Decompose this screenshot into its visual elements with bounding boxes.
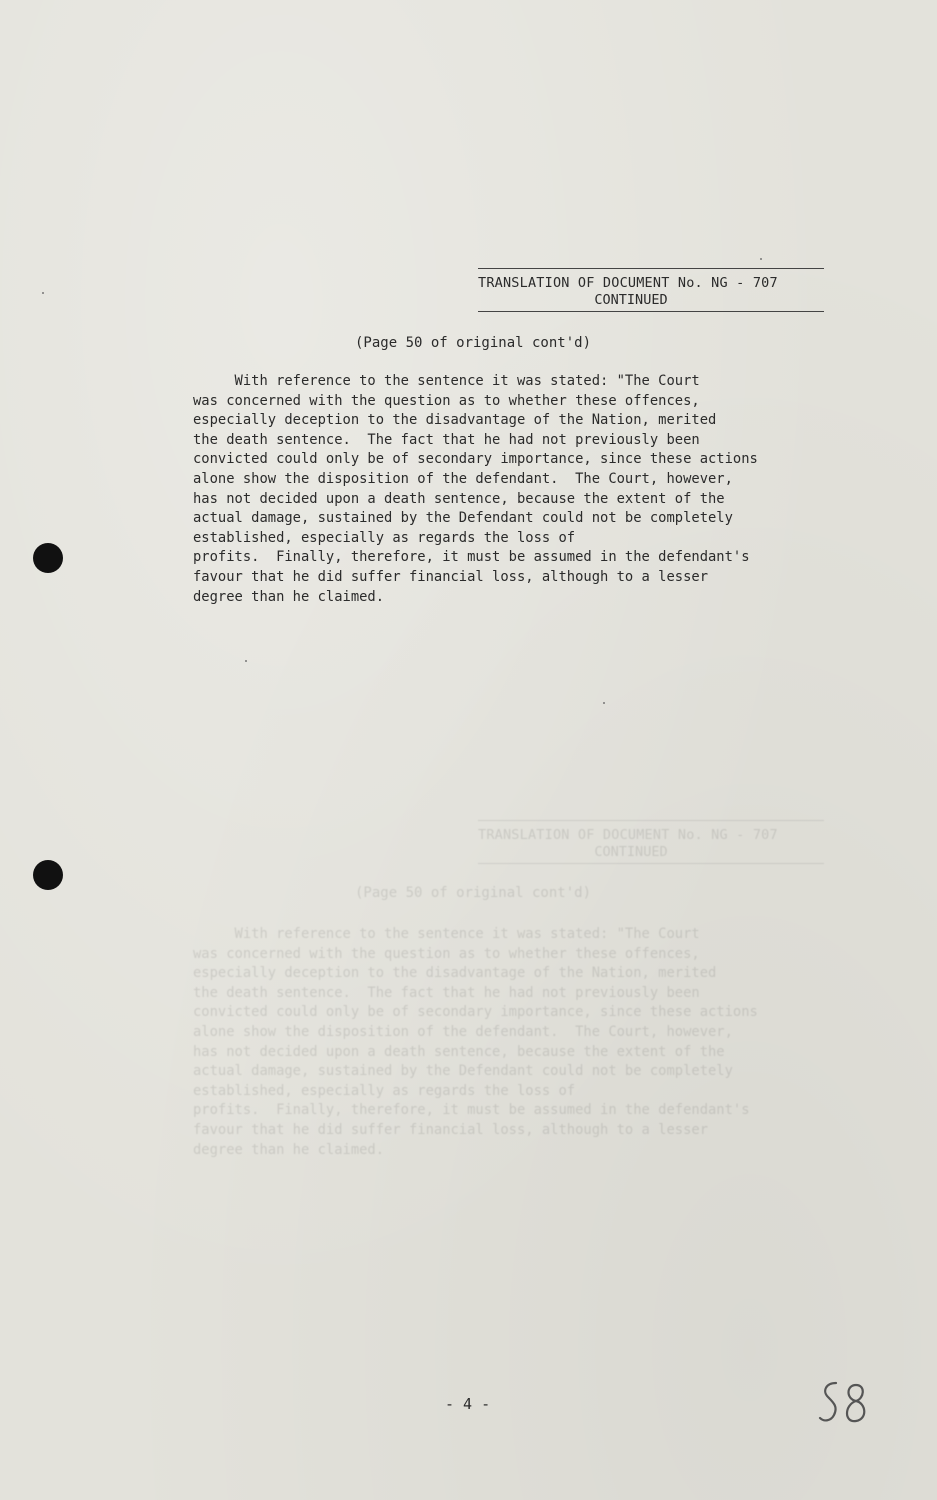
body-line: especially deception to the disadvantage of the Nation, merited <box>193 412 717 429</box>
ghost-body-line: established, especially as regards the loss of <box>193 1082 576 1099</box>
ghost-body-line: the death sentence. The fact that he had not previously been <box>193 984 700 1001</box>
page-reference: (Page 50 of original cont'd) <box>355 335 592 351</box>
heading-continued: CONTINUED <box>594 292 668 308</box>
heading-title: TRANSLATION OF DOCUMENT No. NG - 707 <box>478 275 778 291</box>
ghost-heading-title: TRANSLATION OF DOCUMENT No. NG - 707 <box>478 827 778 843</box>
body-line: degree than he claimed. <box>193 588 385 605</box>
ghost-body-line: alone show the disposition of the defendant. The Court, however, <box>193 1023 733 1040</box>
ghost-body-line: especially deception to the disadvantage of the Nation, merited <box>193 965 717 982</box>
ghost-body-line: actual damage, sustained by the Defendant could not be completely <box>193 1063 733 1080</box>
body-line: With reference to the sentence it was stated: "The Court <box>193 373 700 389</box>
punch-hole-top <box>33 543 63 573</box>
document-heading <box>478 268 824 312</box>
body-line: actual damage, sustained by the Defendant could not be completely <box>193 510 733 527</box>
ghost-page-reference: (Page 50 of original cont'd) <box>355 885 592 901</box>
ghost-body-line: profits. Finally, therefore, it must be assumed in the defendant's <box>193 1102 750 1119</box>
ghost-heading-continued: CONTINUED <box>594 844 668 860</box>
body-paragraph <box>193 372 853 607</box>
handwritten-page-number <box>814 1375 874 1435</box>
ghost-body-line: favour that he did suffer financial loss, although to a lesser <box>193 1121 708 1138</box>
body-line: profits. Finally, therefore, it must be assumed in the defendant's <box>193 549 750 566</box>
ghost-body-paragraph <box>193 925 853 1160</box>
ghost-body-line: degree than he claimed. <box>193 1141 385 1158</box>
ghost-body-line: has not decided upon a death sentence, because the extent of the <box>193 1043 725 1060</box>
body-line: convicted could only be of secondary importance, since these actions <box>193 451 758 468</box>
ghost-body-line: convicted could only be of secondary importance, since these actions <box>193 1004 758 1021</box>
body-line: the death sentence. The fact that he had not previously been <box>193 431 700 448</box>
body-line: has not decided upon a death sentence, because the extent of the <box>193 490 725 507</box>
ghost-heading-bottom-rule <box>478 863 824 864</box>
punch-hole-bottom <box>33 860 63 890</box>
ghost-heading <box>478 820 824 864</box>
body-line: was concerned with the question as to whether these offences, <box>193 392 700 409</box>
ghost-body-line: With reference to the sentence it was stated: "The Court <box>193 926 700 942</box>
heading-bottom-rule <box>478 311 824 312</box>
ghost-heading-top-rule <box>478 820 824 821</box>
body-line: established, especially as regards the loss of <box>193 529 576 546</box>
page-number: - 4 - <box>445 1395 491 1413</box>
body-line: alone show the disposition of the defendant. The Court, however, <box>193 470 733 487</box>
ghost-body-line: was concerned with the question as to whether these offences, <box>193 945 700 962</box>
body-line: favour that he did suffer financial loss, although to a lesser <box>193 568 708 585</box>
